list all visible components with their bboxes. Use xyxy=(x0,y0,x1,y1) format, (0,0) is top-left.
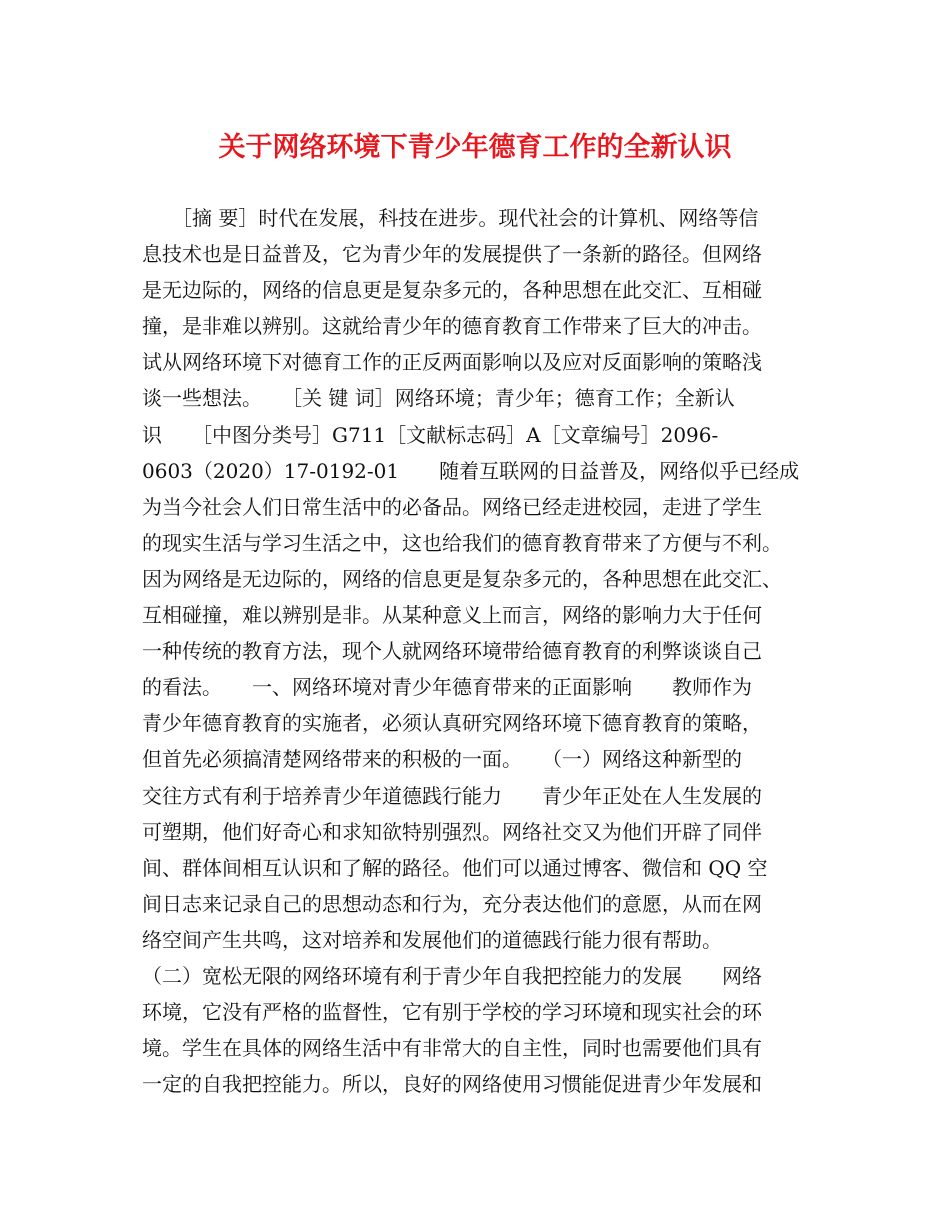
body-line: 识 ［中图分类号］G711［文献标志码］A［文章编号］2096- xyxy=(142,422,719,447)
body-line: 的现实生活与学习生活之中，这也给我们的德育教育带来了方便与不利。 xyxy=(142,530,782,555)
body-line: 为当今社会人们日常生活中的必备品。网络已经走进校园，走进了学生 xyxy=(142,494,762,519)
body-line: （二）宽松无限的网络环境有利于青少年自我把控能力的发展 网络 xyxy=(142,963,762,988)
body-line: 交往方式有利于培养青少年道德践行能力 青少年正处在人生发展的 xyxy=(142,783,762,808)
body-line: 青少年德育教育的实施者，必须认真研究网络环境下德育教育的策略， xyxy=(142,711,762,736)
body-line: 络空间产生共鸣，这对培养和发展他们的道德践行能力很有帮助。 xyxy=(142,927,722,952)
body-line: 可塑期，他们好奇心和求知欲特别强烈。网络社交又为他们开辟了同伴 xyxy=(142,819,762,844)
body-line: 0603（2020）17-0192-01 随着互联网的日益普及，网络似乎已经成 xyxy=(142,458,800,483)
body-line: 但首先必须搞清楚网络带来的积极的一面。 （一）网络这种新型的 xyxy=(142,747,742,772)
body-line: 撞，是非难以辨别。这就给青少年的德育教育工作带来了巨大的冲击。 xyxy=(142,314,762,339)
body-line: 的看法。 一、网络环境对青少年德育带来的正面影响 教师作为 xyxy=(142,675,752,700)
document-body xyxy=(142,200,822,1102)
document-title: 关于网络环境下青少年德育工作的全新认识 xyxy=(218,132,732,163)
body-line: 环境，它没有严格的监督性，它有别于学校的学习环境和现实社会的环 xyxy=(142,1000,762,1025)
body-line: ［摘 要］时代在发展，科技在进步。现代社会的计算机、网络等信 xyxy=(142,206,759,230)
body-line: 因为网络是无边际的，网络的信息更是复杂多元的，各种思想在此交汇、 xyxy=(142,566,782,591)
body-line: 互相碰撞，难以辨别是非。从某种意义上而言，网络的影响力大于任何 xyxy=(142,603,762,628)
body-line: 间日志来记录自己的思想动态和行为，充分表达他们的意愿，从而在网 xyxy=(142,891,762,916)
body-line: 是无边际的，网络的信息更是复杂多元的，各种思想在此交汇、互相碰 xyxy=(142,278,762,303)
body-line: 间、群体间相互认识和了解的路径。他们可以通过博客、微信和 QQ 空 xyxy=(142,855,768,880)
body-line: 一定的自我把控能力。所以，良好的网络使用习惯能促进青少年发展和 xyxy=(142,1072,762,1097)
body-line: 息技术也是日益普及，它为青少年的发展提供了一条新的路径。但网络 xyxy=(142,242,762,267)
body-line: 谈一些想法。 ［关 键 词］网络环境；青少年；德育工作；全新认 xyxy=(142,386,735,411)
body-line: 境。学生在具体的网络生活中有非常大的自主性，同时也需要他们具有 xyxy=(142,1036,762,1061)
body-line: 试从网络环境下对德育工作的正反两面影响以及应对反面影响的策略浅 xyxy=(142,350,762,375)
body-line: 一种传统的教育方法，现个人就网络环境带给德育教育的利弊谈谈自己 xyxy=(142,639,762,664)
